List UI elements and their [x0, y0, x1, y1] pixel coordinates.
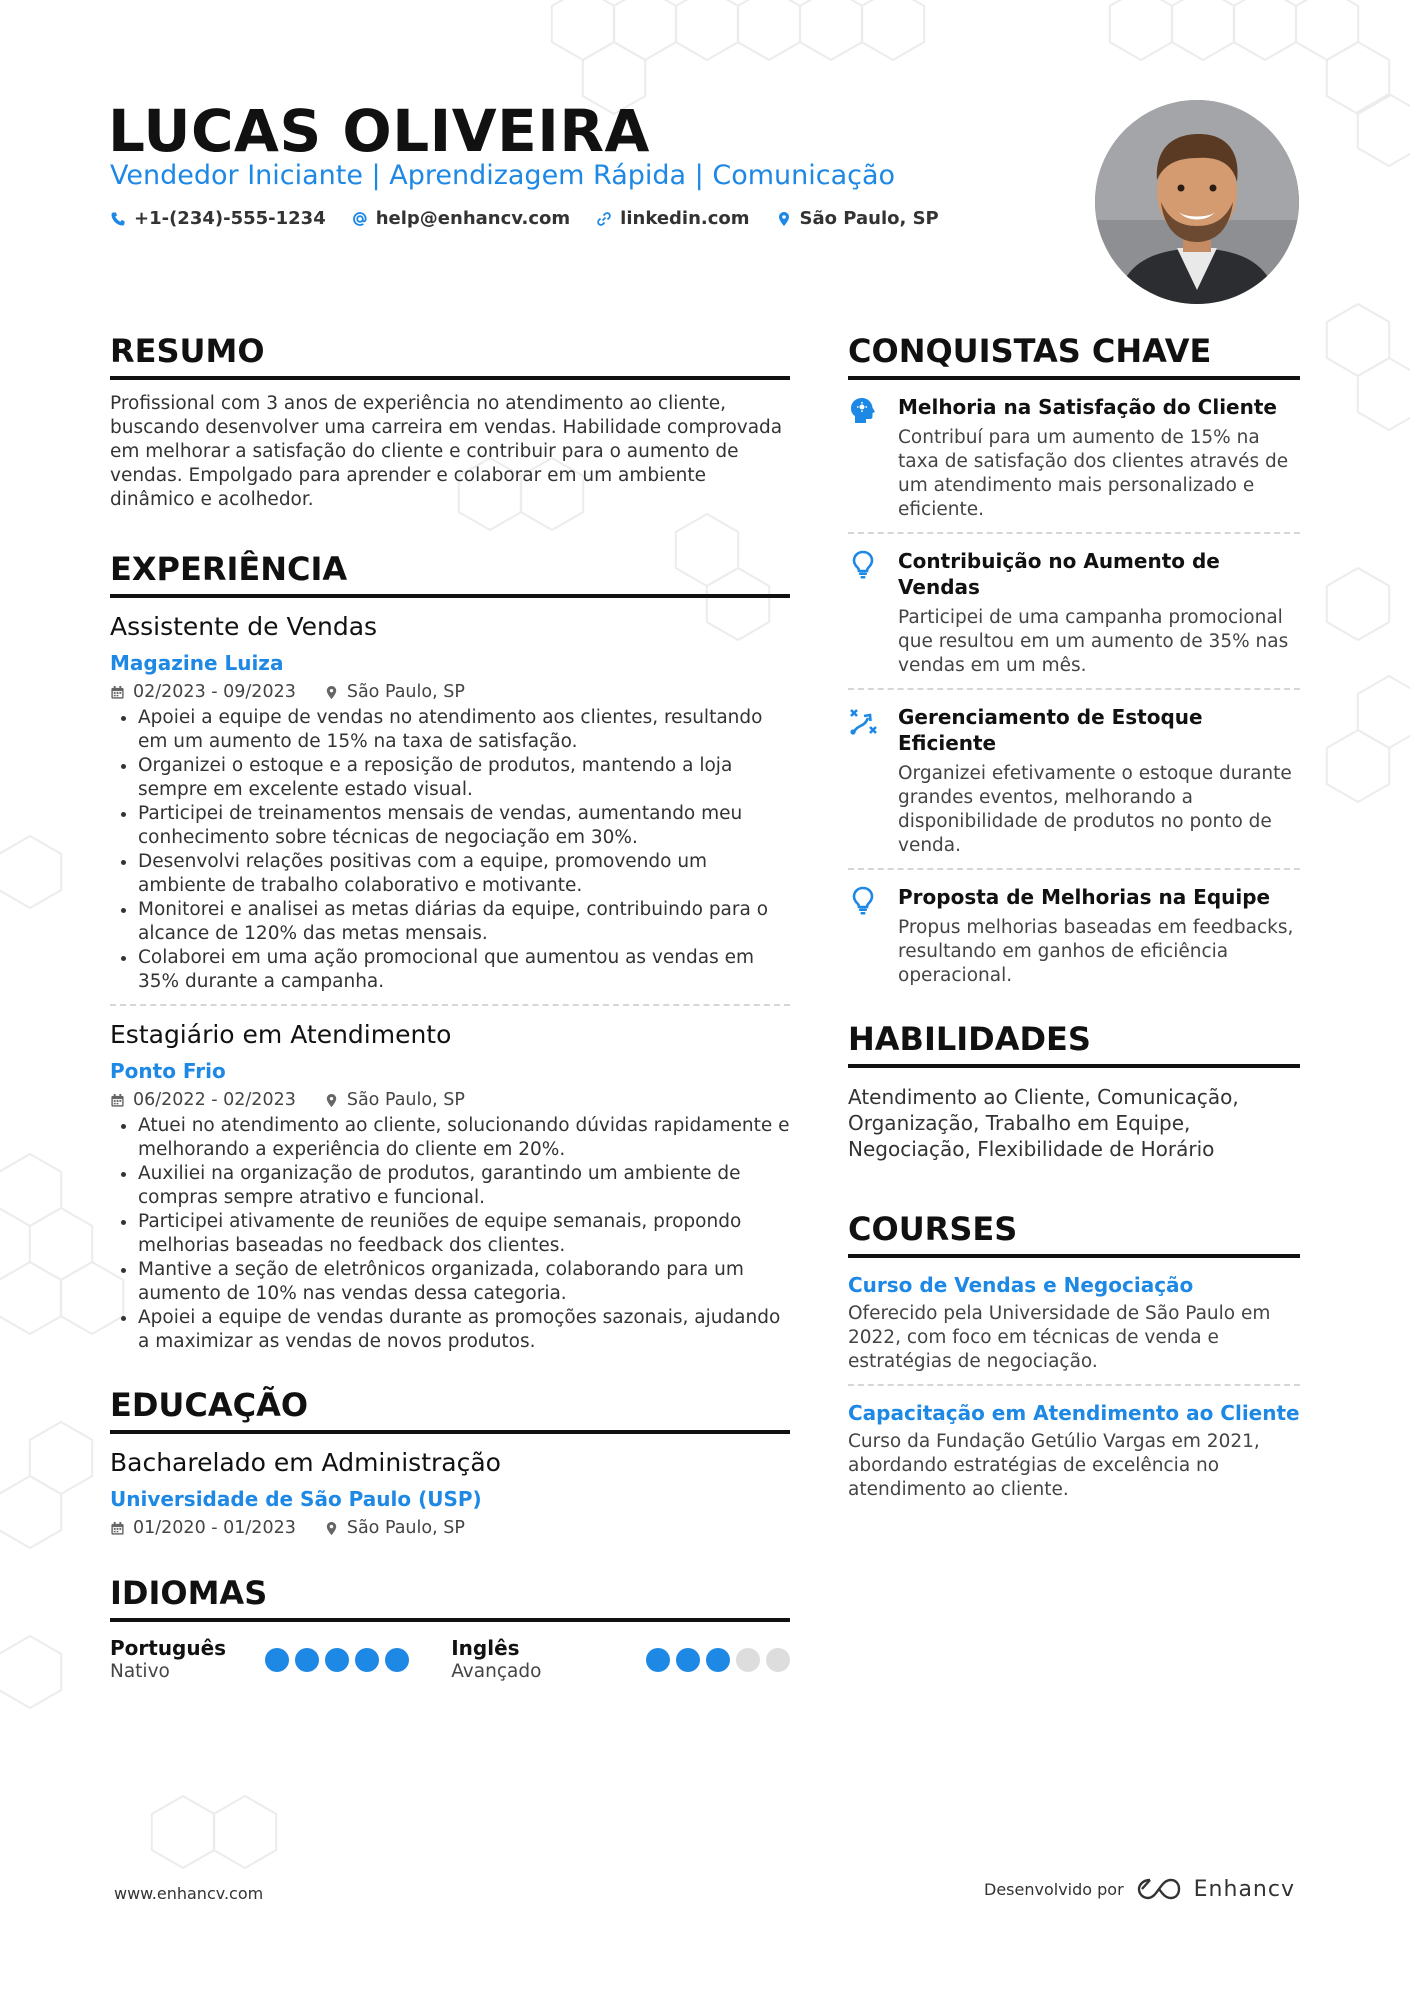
- calendar-icon: [110, 1521, 125, 1536]
- education-title: EDUCAÇÃO: [110, 1386, 790, 1434]
- course-title: Capacitação em Atendimento ao Cliente: [848, 1401, 1300, 1425]
- courses-section: [848, 1210, 1300, 1502]
- headline: Vendedor Iniciante | Aprendizagem Rápida | Comunicação: [110, 160, 896, 191]
- calendar-icon: [110, 1093, 125, 1108]
- right-column: [848, 332, 1300, 1540]
- job-bullet: • Monitorei e analisei as metas diárias da equipe, contribuindo para o alcance de 120% das metas mensais.: [138, 898, 790, 946]
- job-dates: [110, 682, 296, 702]
- skills-title: HABILIDADES: [848, 1020, 1300, 1068]
- left-column: [110, 332, 790, 1722]
- rating-dot: [676, 1648, 700, 1672]
- achievement-item: [848, 548, 1300, 678]
- skills-section: [848, 1020, 1300, 1162]
- rating-dot: [355, 1648, 379, 1672]
- link-icon: [596, 211, 612, 227]
- location-icon: [324, 1093, 339, 1108]
- course-desc: Oferecido pela Universidade de São Paulo em 2022, com foco em técnicas de venda e estratégias de negociação.: [848, 1303, 1271, 1372]
- job-bullet: • Participei ativamente de reuniões de equipe semanais, propondo melhorias baseadas no feedback dos clientes.: [138, 1210, 790, 1258]
- rating-dot: [325, 1648, 349, 1672]
- achievement-desc: Participei de uma campanha promocional que resultou em um aumento de 35% nas vendas em um mês.: [898, 607, 1289, 676]
- job-entry: [110, 610, 790, 994]
- job-role: Estagiário em Atendimento: [110, 1020, 452, 1049]
- course-item: [848, 1272, 1300, 1374]
- location-icon: [776, 211, 792, 227]
- footer-website[interactable]: www.enhancv.com: [114, 1884, 264, 1903]
- contact-email-text: help@enhancv.com: [375, 208, 571, 229]
- education-location: [324, 1518, 465, 1538]
- contact-location: [776, 208, 939, 229]
- language-name: Inglês: [451, 1636, 520, 1660]
- job-bullet: • Organizei o estoque e a reposição de produtos, mantendo a loja sempre em excelente estado visual.: [138, 754, 790, 802]
- language-rating: [646, 1648, 790, 1672]
- job-company: Magazine Luiza: [110, 651, 284, 675]
- rating-dot: [385, 1648, 409, 1672]
- achievement-desc: Propus melhorias baseadas em feedbacks, resultando em ganhos de eficiência operacional.: [898, 917, 1294, 986]
- job-bullet: • Desenvolvi relações positivas com a equipe, promovendo um ambiente de trabalho colaborativo e motivante.: [138, 850, 790, 898]
- job-bullet: • Apoiei a equipe de vendas no atendimento aos clientes, resultando em um aumento de 15% na taxa de satisfação.: [138, 706, 790, 754]
- languages-section: [110, 1574, 790, 1684]
- footer-powered-by: Desenvolvido por: [984, 1879, 1124, 1899]
- achievement-title: Contribuição no Aumento de Vendas: [898, 549, 1220, 599]
- job-location: [324, 682, 465, 702]
- job-meta: [110, 682, 790, 702]
- education-dates-text: 01/2020 - 01/2023: [133, 1518, 296, 1538]
- education-dates: [110, 1518, 296, 1538]
- at-icon: [352, 211, 368, 227]
- portrait-image: [1095, 100, 1299, 304]
- contact-email[interactable]: [352, 208, 570, 229]
- course-item: [848, 1400, 1300, 1502]
- achievement-divider: [848, 532, 1300, 534]
- job-dates-text: 02/2023 - 09/2023: [133, 682, 296, 702]
- job-bullet: • Apoiei a equipe de vendas durante as promoções sazonais, ajudando a maximizar as vendas de novos produtos.: [138, 1306, 790, 1354]
- job-dates-text: 06/2022 - 02/2023: [133, 1090, 296, 1110]
- candidate-name: LUCAS OLIVEIRA: [108, 97, 650, 165]
- language-rating: [265, 1648, 409, 1672]
- languages-list: [110, 1636, 790, 1684]
- summary-title: RESUMO: [110, 332, 790, 380]
- rating-dot: [736, 1648, 760, 1672]
- rating-dot: [265, 1648, 289, 1672]
- job-bullets: [110, 706, 790, 994]
- job-company: Ponto Frio: [110, 1059, 226, 1083]
- rating-dot: [706, 1648, 730, 1672]
- rating-dot: [295, 1648, 319, 1672]
- job-bullets: [110, 1114, 790, 1354]
- achievements-title: CONQUISTAS CHAVE: [848, 332, 1300, 380]
- contact-linkedin-text: linkedin.com: [620, 208, 750, 229]
- contact-linkedin[interactable]: [596, 208, 749, 229]
- education-degree: Bacharelado em Administração: [110, 1448, 501, 1477]
- strategy-icon: [848, 706, 878, 736]
- job-bullet: • Atuei no atendimento ao cliente, solucionando dúvidas rapidamente e melhorando a experiência do cliente em 20%.: [138, 1114, 790, 1162]
- achievement-divider: [848, 688, 1300, 690]
- job-divider: [110, 1004, 790, 1006]
- lightbulb-icon: [848, 886, 878, 916]
- languages-title: IDIOMAS: [110, 1574, 790, 1622]
- job-bullet: • Participei de treinamentos mensais de vendas, aumentando meu conhecimento sobre técnicas de negociação em 30%.: [138, 802, 790, 850]
- calendar-icon: [110, 685, 125, 700]
- achievement-desc: Contribuí para um aumento de 15% na taxa de satisfação dos clientes através de um atendimento mais personalizado e eficiente.: [898, 427, 1289, 520]
- achievement-divider: [848, 868, 1300, 870]
- experience-section: [110, 550, 790, 1354]
- language-level: Avançado: [451, 1661, 542, 1682]
- language-level: Nativo: [110, 1661, 170, 1682]
- footer-branding: [984, 1876, 1295, 1902]
- enhancv-logo-icon: [1136, 1876, 1182, 1902]
- language-name: Português: [110, 1636, 227, 1660]
- job-bullet: • Mantive a seção de eletrônicos organizada, colaborando para um aumento de 10% nas vendas dessa categoria.: [138, 1258, 790, 1306]
- location-icon: [324, 1521, 339, 1536]
- skills-text: Atendimento ao Cliente, Comunicação, Organização, Trabalho em Equipe, Negociação, Flexibilidade de Horário: [848, 1085, 1239, 1161]
- contact-bar: [110, 208, 939, 229]
- contact-phone-text: +1-(234)-555-1234: [134, 208, 326, 229]
- job-bullet: • Colaborei em uma ação promocional que aumentou as vendas em 35% durante a campanha.: [138, 946, 790, 994]
- rating-dot: [766, 1648, 790, 1672]
- achievement-title: Melhoria na Satisfação do Cliente: [898, 395, 1277, 419]
- achievement-title: Proposta de Melhorias na Equipe: [898, 885, 1271, 909]
- profile-photo: [1095, 100, 1299, 304]
- job-dates: [110, 1090, 296, 1110]
- location-icon: [324, 685, 339, 700]
- achievement-title: Gerenciamento de Estoque Eficiente: [898, 705, 1203, 755]
- job-location: [324, 1090, 465, 1110]
- summary-text: Profissional com 3 anos de experiência no atendimento ao cliente, buscando desenvolver uma carreira em vendas. Habilidade comprovada em melhorar a satisfação do cliente e contribuir para o aumento de vendas. Empolgado para aprender e colaborar em um ambiente dinâmico e acolhedor.: [110, 393, 783, 510]
- rating-dot: [646, 1648, 670, 1672]
- experience-title: EXPERIÊNCIA: [110, 550, 790, 598]
- lightbulb-icon: [848, 550, 878, 580]
- achievement-item: [848, 884, 1300, 988]
- achievement-desc: Organizei efetivamente o estoque durante grandes eventos, melhorando a disponibilidade de produtos no ponto de venda.: [898, 763, 1292, 856]
- job-role: Assistente de Vendas: [110, 612, 378, 641]
- course-title: Curso de Vendas e Negociação: [848, 1273, 1194, 1297]
- courses-title: COURSES: [848, 1210, 1300, 1258]
- education-section: [110, 1386, 790, 1538]
- footer-brand: Enhancv: [1193, 1876, 1295, 1902]
- achievements-section: [848, 332, 1300, 988]
- education-school: Universidade de São Paulo (USP): [110, 1487, 482, 1511]
- job-location-text: São Paulo, SP: [346, 1090, 465, 1110]
- language-item: [451, 1636, 790, 1684]
- contact-phone[interactable]: [110, 208, 326, 229]
- achievement-item: [848, 394, 1300, 522]
- job-meta: [110, 1090, 790, 1110]
- education-location-text: São Paulo, SP: [346, 1518, 465, 1538]
- job-bullet: • Auxiliei na organização de produtos, garantindo um ambiente de compras sempre atrativo e funcional.: [138, 1162, 790, 1210]
- language-item: [110, 1636, 409, 1684]
- course-desc: Curso da Fundação Getúlio Vargas em 2021, abordando estratégias de excelência no atendimento ao cliente.: [848, 1431, 1260, 1500]
- contact-location-text: São Paulo, SP: [799, 208, 939, 229]
- course-divider: [848, 1384, 1300, 1386]
- achievement-item: [848, 704, 1300, 858]
- summary-section: [110, 332, 790, 512]
- phone-icon: [110, 211, 126, 227]
- job-location-text: São Paulo, SP: [346, 682, 465, 702]
- job-entry: [110, 1018, 790, 1354]
- education-meta: [110, 1518, 790, 1538]
- head-icon: [848, 396, 878, 426]
